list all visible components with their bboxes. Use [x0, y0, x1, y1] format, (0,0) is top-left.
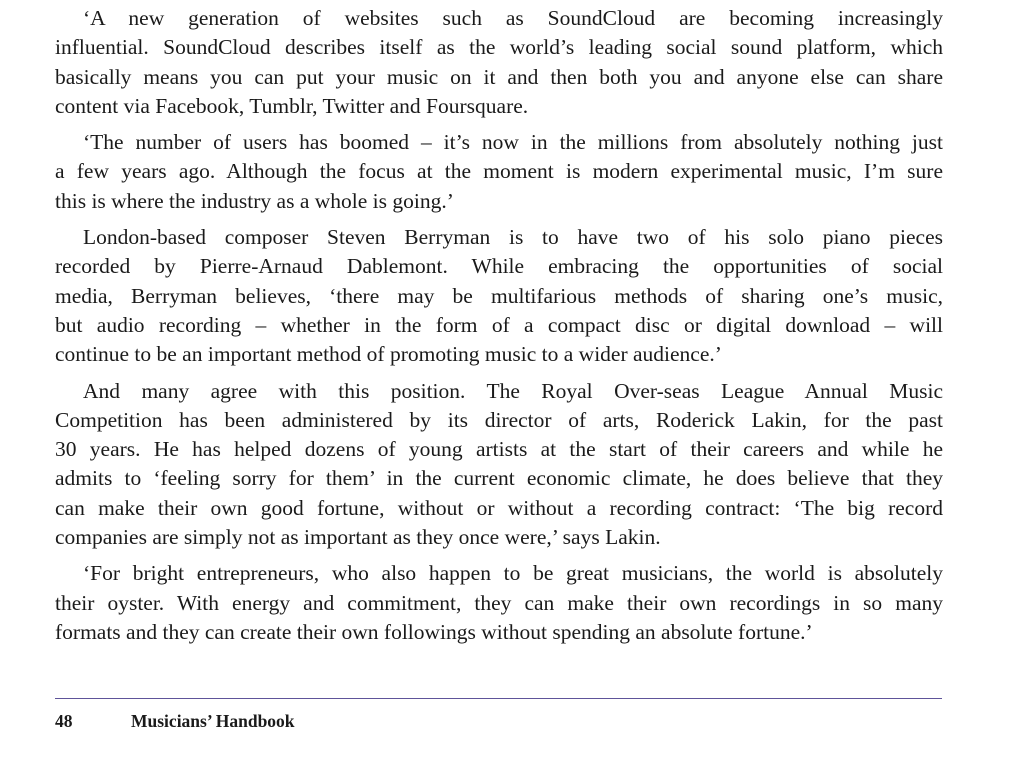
text-line: admits to ‘feeling sorry for them’ in the current economic climate, he does believe that they — [55, 466, 943, 491]
paragraph-3 — [55, 223, 943, 369]
running-title: Musicians’ Handbook — [131, 711, 295, 731]
text-line: companies are simply not as important as they once were,’ says Lakin. — [55, 525, 661, 550]
paragraph-1 — [55, 4, 943, 121]
text-line: London-based composer Steven Berryman is to have two of his solo piano pieces — [83, 225, 943, 250]
text-line: influential. SoundCloud describes itself as the world’s leading social sound platform, which — [55, 35, 943, 60]
text-line: And many agree with this position. The Royal Over-seas League Annual Music — [83, 378, 943, 403]
text-line: ‘For bright entrepreneurs, who also happen to be great musicians, the world is absolutely — [83, 561, 943, 586]
paragraph-4 — [55, 377, 943, 553]
text-line: can make their own good fortune, without or without a recording contract: ‘The big record — [55, 495, 943, 520]
footer-divider — [55, 698, 942, 699]
paragraph-5 — [55, 559, 943, 647]
text-line: Competition has been administered by its director of arts, Roderick Lakin, for the past — [55, 407, 943, 432]
page-number: 48 — [55, 711, 73, 731]
page-footer — [55, 711, 295, 732]
text-line: ‘A new generation of websites such as SoundCloud are becoming increasingly — [83, 6, 943, 30]
text-line: content via Facebook, Tumblr, Twitter and Foursquare. — [55, 93, 529, 118]
text-line: recorded by Pierre-Arnaud Dablemont. While embracing the opportunities of social — [55, 254, 943, 279]
text-line: formats and they can create their own followings without spending an absolute fortune.’ — [55, 619, 813, 644]
text-line: 30 years. He has helped dozens of young artists at the start of their careers and while he — [55, 437, 943, 462]
text-line: this is where the industry as a whole is going.’ — [55, 188, 454, 213]
text-line: their oyster. With energy and commitment, they can make their own recordings in so many — [55, 590, 943, 615]
text-line: media, Berryman believes, ‘there may be multifarious methods of sharing one’s music, — [55, 283, 943, 308]
text-line: but audio recording – whether in the form of a compact disc or digital download – will — [55, 312, 943, 337]
text-line: continue to be an important method of promoting music to a wider audience.’ — [55, 342, 722, 367]
text-line: basically means you can put your music on it and then both you and anyone else can share — [55, 64, 943, 89]
text-line: ‘The number of users has boomed – it’s now in the millions from absolutely nothing just — [83, 130, 943, 155]
paragraph-2 — [55, 128, 943, 216]
text-line: a few years ago. Although the focus at the moment is modern experimental music, I’m sure — [55, 159, 943, 184]
body-text — [55, 4, 943, 654]
